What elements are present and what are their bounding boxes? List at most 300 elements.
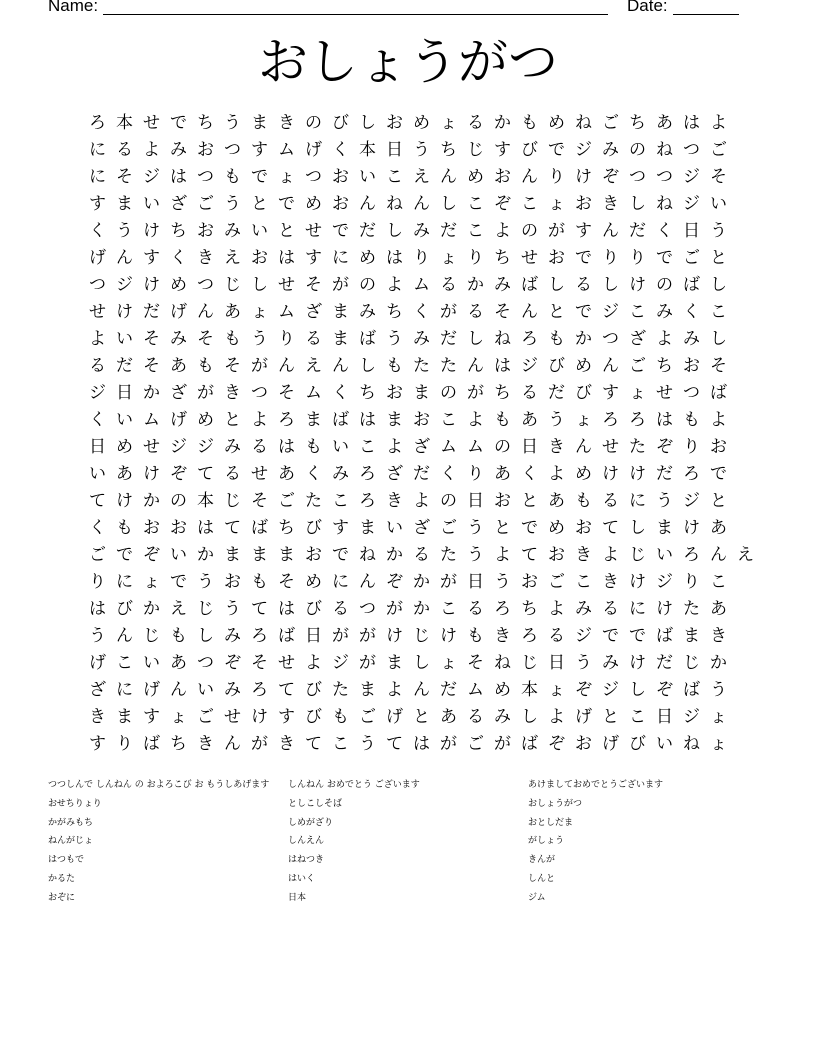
grid-cell: ざ	[386, 464, 403, 484]
grid-cell: そ	[143, 356, 160, 376]
grid-cell: い	[143, 194, 160, 214]
grid-cell: も	[224, 329, 241, 349]
grid-cell: も	[467, 626, 484, 646]
grid-cell: ム	[305, 383, 322, 403]
grid-cell: う	[710, 680, 727, 700]
grid-cell: せ	[251, 464, 268, 484]
grid-cell: ち	[386, 302, 403, 322]
grid-cell: く	[521, 464, 538, 484]
grid-cell: ジ	[683, 707, 700, 727]
grid-cell: ん	[359, 572, 376, 592]
grid-cell: く	[89, 518, 106, 538]
grid-cell: か	[494, 113, 511, 133]
grid-cell: は	[494, 356, 511, 376]
grid-cell: し	[359, 356, 376, 376]
grid-cell: け	[629, 275, 646, 295]
grid-cell: ま	[386, 653, 403, 673]
grid-row	[84, 434, 759, 461]
word-list-item: おせちりょり	[48, 798, 102, 809]
grid-cell: す	[278, 707, 295, 727]
grid-cell: あ	[440, 707, 457, 727]
grid-cell: る	[251, 437, 268, 457]
grid-cell: つ	[683, 383, 700, 403]
grid-cell: て	[278, 680, 295, 700]
grid-cell: き	[278, 113, 295, 133]
grid-cell: ん	[116, 248, 133, 268]
grid-cell: じ	[683, 653, 700, 673]
grid-cell: ち	[521, 599, 538, 619]
grid-cell: お	[494, 167, 511, 187]
grid-cell: り	[89, 572, 106, 592]
grid-cell: ち	[197, 113, 214, 133]
grid-cell: も	[683, 410, 700, 430]
grid-cell: う	[251, 329, 268, 349]
grid-cell: ム	[278, 302, 295, 322]
grid-cell: び	[116, 599, 133, 619]
grid-cell: げ	[143, 680, 160, 700]
word-list-item: ねんがじょ	[48, 836, 94, 847]
grid-cell: び	[575, 383, 592, 403]
grid-cell: す	[332, 518, 349, 538]
grid-cell: の	[656, 275, 673, 295]
grid-cell: だ	[656, 653, 673, 673]
grid-cell: ご	[278, 491, 295, 511]
grid-cell: き	[575, 545, 592, 565]
grid-cell: ん	[521, 302, 538, 322]
grid-cell: ば	[251, 518, 268, 538]
grid-cell: あ	[521, 410, 538, 430]
grid-cell: だ	[440, 680, 457, 700]
grid-cell: で	[575, 248, 592, 268]
grid-cell: ム	[143, 410, 160, 430]
grid-cell: く	[332, 140, 349, 160]
grid-cell: そ	[251, 491, 268, 511]
grid-cell: ょ	[440, 248, 457, 268]
grid-cell: も	[575, 491, 592, 511]
grid-cell: と	[251, 194, 268, 214]
word-list-column-1	[48, 776, 269, 908]
grid-cell: ろ	[494, 599, 511, 619]
grid-cell: つ	[305, 167, 322, 187]
grid-cell: ご	[467, 734, 484, 754]
grid-cell: お	[575, 194, 592, 214]
grid-cell: え	[170, 599, 187, 619]
grid-cell: る	[332, 599, 349, 619]
grid-cell: ま	[116, 194, 133, 214]
grid-cell: め	[413, 113, 430, 133]
grid-cell: そ	[278, 572, 295, 592]
grid-cell: し	[629, 680, 646, 700]
grid-cell: あ	[656, 113, 673, 133]
grid-cell: び	[629, 734, 646, 754]
grid-row	[84, 650, 759, 677]
grid-cell: 本	[116, 113, 133, 133]
grid-cell: ょ	[548, 194, 565, 214]
grid-cell: し	[629, 518, 646, 538]
grid-cell: き	[89, 707, 106, 727]
grid-cell: ぞ	[494, 194, 511, 214]
grid-cell: ろ	[278, 410, 295, 430]
grid-cell: じ	[224, 275, 241, 295]
grid-cell: る	[548, 626, 565, 646]
grid-cell: で	[710, 464, 727, 484]
grid-cell: げ	[305, 140, 322, 160]
grid-cell: ん	[278, 356, 295, 376]
grid-cell: が	[197, 383, 214, 403]
grid-cell: で	[251, 167, 268, 187]
grid-cell: は	[278, 248, 295, 268]
grid-cell: る	[602, 599, 619, 619]
grid-cell: じ	[224, 491, 241, 511]
grid-cell: お	[332, 167, 349, 187]
grid-cell: げ	[89, 653, 106, 673]
grid-cell: ば	[656, 626, 673, 646]
grid-cell: こ	[332, 734, 349, 754]
grid-cell: け	[116, 491, 133, 511]
grid-cell: に	[629, 599, 646, 619]
grid-cell: つ	[656, 167, 673, 187]
grid-cell: け	[656, 599, 673, 619]
grid-cell: ろ	[251, 626, 268, 646]
grid-cell: ぞ	[143, 545, 160, 565]
grid-cell: ざ	[629, 329, 646, 349]
grid-row	[84, 380, 759, 407]
grid-cell: ジ	[602, 302, 619, 322]
grid-cell: あ	[548, 491, 565, 511]
grid-cell: た	[440, 356, 457, 376]
grid-cell: は	[683, 113, 700, 133]
grid-cell: ん	[575, 437, 592, 457]
grid-cell: だ	[143, 302, 160, 322]
grid-cell: つ	[197, 167, 214, 187]
grid-cell: お	[305, 545, 322, 565]
grid-cell: る	[116, 140, 133, 160]
grid-cell: ぞ	[656, 680, 673, 700]
grid-cell: ち	[170, 734, 187, 754]
grid-cell: ん	[413, 680, 430, 700]
grid-cell: ね	[656, 194, 673, 214]
grid-cell: ば	[683, 680, 700, 700]
grid-cell: ん	[467, 356, 484, 376]
grid-cell: う	[548, 410, 565, 430]
grid-cell: び	[548, 356, 565, 376]
grid-cell: け	[629, 572, 646, 592]
grid-cell: よ	[386, 437, 403, 457]
grid-cell: ぞ	[170, 464, 187, 484]
grid-cell: よ	[386, 275, 403, 295]
grid-cell: ろ	[251, 680, 268, 700]
grid-cell: き	[602, 194, 619, 214]
grid-cell: て	[251, 599, 268, 619]
grid-row	[84, 623, 759, 650]
grid-cell: と	[710, 248, 727, 268]
grid-cell: び	[332, 113, 349, 133]
grid-cell: た	[332, 680, 349, 700]
grid-cell: が	[440, 302, 457, 322]
grid-cell: ろ	[602, 410, 619, 430]
grid-cell: ば	[710, 383, 727, 403]
grid-cell: み	[224, 680, 241, 700]
grid-cell: が	[440, 734, 457, 754]
grid-cell: お	[197, 221, 214, 241]
grid-cell: 日	[89, 437, 106, 457]
grid-cell: で	[656, 248, 673, 268]
grid-cell: お	[575, 734, 592, 754]
grid-cell: う	[224, 194, 241, 214]
grid-row	[84, 218, 759, 245]
grid-row	[84, 137, 759, 164]
grid-cell: く	[89, 221, 106, 241]
grid-cell: み	[170, 329, 187, 349]
word-list-item: つつしんで しんねん の およろこび お もうしあげます	[48, 780, 270, 790]
word-list-item: しんねん おめでとう ございます	[288, 780, 420, 790]
grid-cell: よ	[710, 113, 727, 133]
grid-cell: め	[116, 437, 133, 457]
letter-grid	[84, 110, 759, 758]
grid-cell: ム	[467, 680, 484, 700]
name-field[interactable]	[103, 0, 608, 15]
grid-cell: ょ	[710, 734, 727, 754]
grid-cell: で	[278, 194, 295, 214]
grid-cell: ジ	[575, 140, 592, 160]
date-field[interactable]	[673, 0, 739, 15]
grid-cell: 本	[359, 140, 376, 160]
grid-cell: だ	[440, 329, 457, 349]
grid-cell: り	[629, 248, 646, 268]
grid-cell: と	[710, 491, 727, 511]
grid-cell: ん	[521, 167, 538, 187]
grid-cell: よ	[494, 545, 511, 565]
grid-cell: た	[629, 437, 646, 457]
grid-cell: け	[251, 707, 268, 727]
grid-cell: ご	[359, 707, 376, 727]
grid-cell: も	[224, 167, 241, 187]
word-list-item: 日本	[288, 892, 307, 903]
grid-cell: せ	[143, 113, 160, 133]
grid-cell: せ	[224, 707, 241, 727]
grid-cell: よ	[386, 680, 403, 700]
word-list-item: きんが	[528, 855, 556, 866]
grid-cell: せ	[143, 437, 160, 457]
grid-cell: ご	[440, 518, 457, 538]
grid-cell: が	[251, 734, 268, 754]
grid-cell: お	[521, 572, 538, 592]
grid-cell: し	[521, 707, 538, 727]
grid-cell: ま	[656, 518, 673, 538]
grid-cell: が	[548, 221, 565, 241]
grid-cell: ん	[116, 626, 133, 646]
grid-cell: く	[413, 302, 430, 322]
grid-cell: あ	[224, 302, 241, 322]
grid-cell: と	[413, 707, 430, 727]
grid-cell: の	[440, 491, 457, 511]
grid-cell: い	[143, 653, 160, 673]
grid-cell: が	[359, 653, 376, 673]
grid-cell: こ	[629, 707, 646, 727]
grid-cell: か	[197, 545, 214, 565]
grid-cell: ま	[251, 545, 268, 565]
grid-cell: び	[305, 680, 322, 700]
grid-cell: こ	[467, 221, 484, 241]
grid-cell: ム	[440, 437, 457, 457]
grid-cell: ろ	[683, 545, 700, 565]
grid-cell: め	[305, 194, 322, 214]
grid-cell: ジ	[575, 626, 592, 646]
grid-cell: め	[359, 248, 376, 268]
grid-cell: あ	[278, 464, 295, 484]
grid-cell: こ	[710, 302, 727, 322]
grid-cell: し	[413, 653, 430, 673]
grid-cell: ょ	[575, 410, 592, 430]
word-list-item: おとしだま	[528, 817, 574, 828]
grid-cell: き	[548, 437, 565, 457]
grid-cell: で	[332, 545, 349, 565]
grid-cell: ね	[494, 653, 511, 673]
grid-cell: る	[467, 302, 484, 322]
grid-cell: で	[629, 626, 646, 646]
grid-cell: せ	[602, 437, 619, 457]
grid-cell: は	[170, 167, 187, 187]
word-list-item: おしょうがつ	[528, 798, 583, 809]
grid-cell: び	[305, 707, 322, 727]
grid-cell: す	[143, 248, 160, 268]
grid-cell: ょ	[440, 653, 457, 673]
grid-cell: が	[386, 599, 403, 619]
grid-cell: め	[305, 572, 322, 592]
grid-cell: い	[386, 518, 403, 538]
name-label: Name:	[48, 0, 99, 15]
grid-cell: い	[170, 545, 187, 565]
grid-cell: つ	[197, 653, 214, 673]
grid-cell: こ	[629, 302, 646, 322]
grid-cell: ょ	[548, 680, 565, 700]
grid-cell: ま	[332, 302, 349, 322]
grid-cell: と	[521, 491, 538, 511]
grid-cell: で	[521, 518, 538, 538]
grid-cell: る	[521, 383, 538, 403]
grid-cell: あ	[170, 653, 187, 673]
grid-row	[84, 731, 759, 758]
grid-cell: み	[602, 140, 619, 160]
grid-cell: ち	[359, 383, 376, 403]
grid-cell: て	[224, 518, 241, 538]
grid-cell: ょ	[170, 707, 187, 727]
grid-cell: も	[170, 626, 187, 646]
grid-cell: こ	[359, 437, 376, 457]
grid-cell: け	[143, 275, 160, 295]
date-label: Date:	[627, 0, 668, 15]
grid-cell: み	[224, 626, 241, 646]
grid-cell: そ	[305, 275, 322, 295]
grid-cell: の	[170, 491, 187, 511]
grid-cell: く	[89, 410, 106, 430]
grid-cell: お	[683, 356, 700, 376]
grid-cell: と	[602, 707, 619, 727]
grid-cell: し	[197, 626, 214, 646]
grid-cell: る	[467, 707, 484, 727]
grid-cell: る	[467, 599, 484, 619]
grid-cell: ろ	[359, 491, 376, 511]
grid-cell: ろ	[89, 113, 106, 133]
grid-cell: う	[116, 221, 133, 241]
grid-cell: ち	[656, 356, 673, 376]
grid-cell: し	[710, 275, 727, 295]
grid-cell: ん	[224, 734, 241, 754]
grid-cell: ん	[602, 356, 619, 376]
grid-cell: よ	[548, 599, 565, 619]
grid-cell: ね	[494, 329, 511, 349]
grid-cell: い	[656, 545, 673, 565]
grid-cell: み	[683, 329, 700, 349]
grid-cell: せ	[278, 653, 295, 673]
grid-cell: に	[116, 680, 133, 700]
grid-cell: め	[197, 410, 214, 430]
grid-cell: ジ	[602, 680, 619, 700]
grid-cell: げ	[602, 734, 619, 754]
grid-cell: し	[467, 329, 484, 349]
grid-cell: の	[440, 383, 457, 403]
grid-row	[84, 245, 759, 272]
grid-cell: ろ	[521, 329, 538, 349]
grid-cell: つ	[251, 383, 268, 403]
grid-cell: ご	[629, 356, 646, 376]
grid-cell: し	[386, 221, 403, 241]
grid-cell: う	[89, 626, 106, 646]
grid-cell: も	[251, 572, 268, 592]
grid-cell: よ	[548, 707, 565, 727]
grid-cell: え	[737, 545, 754, 565]
grid-cell: い	[197, 680, 214, 700]
grid-cell: よ	[305, 653, 322, 673]
grid-cell: ご	[683, 248, 700, 268]
word-list-item: しんえん	[288, 836, 325, 847]
grid-cell: す	[602, 383, 619, 403]
grid-cell: そ	[710, 356, 727, 376]
grid-cell: そ	[251, 653, 268, 673]
grid-cell: き	[602, 572, 619, 592]
grid-cell: あ	[710, 518, 727, 538]
grid-cell: も	[386, 356, 403, 376]
grid-cell: あ	[710, 599, 727, 619]
grid-cell: ジ	[116, 275, 133, 295]
grid-cell: ジ	[683, 491, 700, 511]
grid-cell: に	[89, 167, 106, 187]
grid-cell: ょ	[440, 113, 457, 133]
grid-cell: ね	[683, 734, 700, 754]
grid-cell: あ	[170, 356, 187, 376]
grid-cell: で	[602, 626, 619, 646]
grid-cell: ま	[224, 545, 241, 565]
grid-cell: 日	[305, 626, 322, 646]
grid-cell: ぞ	[548, 734, 565, 754]
grid-cell: い	[251, 221, 268, 241]
grid-cell: だ	[548, 383, 565, 403]
grid-cell: ば	[278, 626, 295, 646]
grid-cell: る	[440, 275, 457, 295]
grid-cell: み	[656, 302, 673, 322]
grid-cell: 日	[116, 383, 133, 403]
grid-cell: が	[332, 626, 349, 646]
grid-cell: つ	[89, 275, 106, 295]
grid-cell: み	[224, 437, 241, 457]
grid-cell: る	[467, 113, 484, 133]
grid-cell: う	[224, 599, 241, 619]
grid-cell: し	[710, 329, 727, 349]
grid-cell: げ	[170, 302, 187, 322]
grid-cell: お	[494, 491, 511, 511]
grid-cell: る	[224, 464, 241, 484]
grid-cell: る	[413, 545, 430, 565]
